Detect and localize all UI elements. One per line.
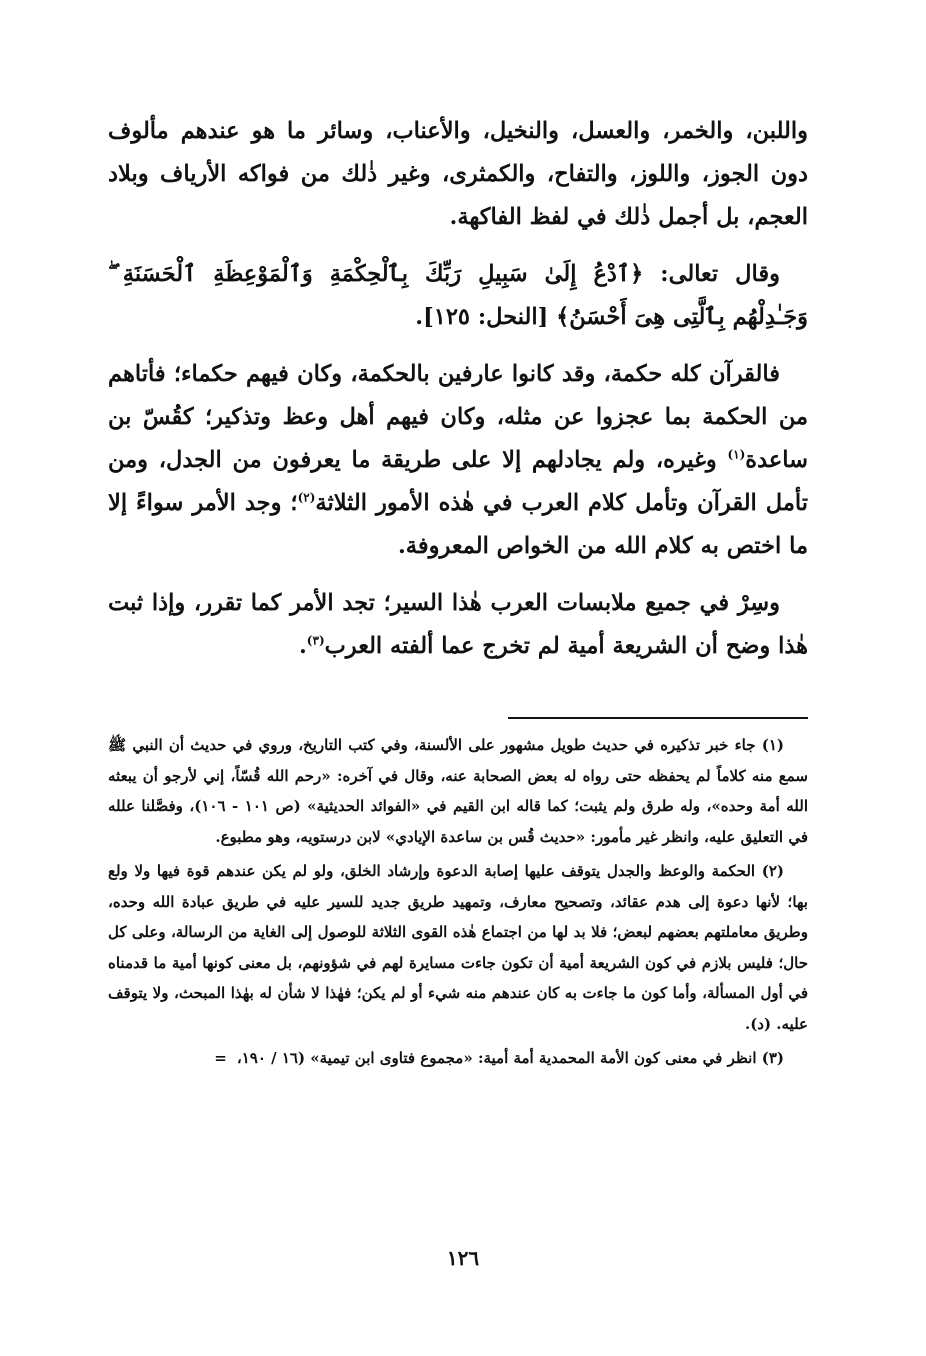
quran-verse: ﴿ٱدْعُ إِلَىٰ سَبِيلِ رَبِّكَ بِٱلْحِكْمَةِ وَٱلْمَوْعِظَةِ ٱلْحَسَنَةِ ۖ وَجَـٰدِلْهُم بِٱلَّتِى هِىَ أَحْسَنُ﴾	[108, 261, 808, 330]
footnotes	[108, 730, 808, 1078]
page-number: ١٢٦	[446, 1246, 480, 1270]
paragraph-fruits-text: واللبن، والخمر، والعسل، والنخيل، والأعناب، وسائر ما هو عندهم مألوف دون الجوز، واللوز، والتفاح، والكمثرى، وغير ذٰلك من فواكه الأرياف وبلاد العجم، بل أجمل ذٰلك في لفظ الفاكهة.	[108, 118, 808, 230]
main-text	[108, 110, 808, 682]
verse-reference: [النحل: ١٢٥].	[415, 304, 557, 330]
paragraph-conclusion	[108, 582, 808, 668]
footnote-3-text: (٣) انظر في معنى كون الأمة المحمدية أمة أمية: «مجموع فتاوى ابن تيمية» (١٦ / ١٩٠،	[236, 1049, 784, 1067]
paragraph-wisdom-text-1: فالقرآن كله حكمة، وقد كانوا عارفين بالحكمة، وكان فيهم حكماء؛ فأتاهم من الحكمة بما عجزوا عن مثله، وكان فيهم أهل وعظ وتذكير؛ كقُسّ بن ساعدة	[108, 361, 808, 473]
footnote-separator	[508, 717, 808, 719]
paragraph-conclusion-text-2: .	[298, 633, 307, 659]
footnote-ref-1: (١)	[727, 447, 746, 462]
paragraph-wisdom	[108, 353, 808, 568]
footnote-3	[108, 1043, 808, 1074]
paragraph-fruits	[108, 110, 808, 239]
footnote-ref-2: (٢)	[297, 490, 316, 505]
paragraph-quran-verse	[108, 253, 808, 339]
footnote-ref-3: (٣)	[306, 633, 325, 648]
paragraph-wisdom-text-2: وغيره، ولم يجادلهم إلا على طريقة ما يعرفون من الجدل، ومن تأمل القرآن وتأمل كلام العرب في هٰذه الأمور الثلاثة	[108, 447, 808, 516]
paragraph-conclusion-text-1: وسِرْ في جميع ملابسات العرب هٰذا السير؛ تجد الأمر كما تقرر، وإذا ثبت هٰذا وضح أن الشريعة أمية لم تخرج عما ألفته العرب	[108, 590, 808, 659]
continuation-mark: =	[214, 1049, 227, 1067]
footnote-2: (٢) الحكمة والوعظ والجدل يتوقف عليها إصابة الدعوة وإرشاد الخلق، ولو لم يكن عندهم قوة فيها ولا ولع بها؛ لأنها دعوة إلى هدم عقائد، وتصحيح معارف، وتمهيد طريق جديد للسير عليه في طريق عبادة الله وحده، وطريق معاملتهم بعضهم لبعض؛ فلا بد لها من اجتماع هٰذه القوى الثلاثة للوصول إلى الغاية من الرسالة، وعلى كل حال؛ فليس بلازم في كون الشريعة أمية أن تكون جاءت مسايرة لهم في شؤونهم، بل معنى كونها أمية ما قدمناه في أول المسألة، وأما كون ما جاءت به كان عندهم منه شيء أو لم يكن؛ فهٰذا لا شأن له بهٰذا المبحث، ولا يتوقف عليه. (د).	[108, 862, 808, 1033]
footnote-1: (١) جاء خبر تذكيره في حديث طويل مشهور على الألسنة، وفي كتب التاريخ، وروي في حديث أن النبي ﷺ سمع منه كلاماً لم يحفظه حتى رواه له بعض الصحابة عنه، وقال في آخره: «رحم الله قُسّاً، إني لأرجو أن يبعثه الله أمة وحده»، وله طرق ولم يثبت؛ كما قاله ابن القيم في «الفوائد الحديثية» (ص ١٠١ - ١٠٦)، وفصَّلنا علله في التعليق عليه، وانظر غير مأمور: «حديث قُس بن ساعدة الإيادي» لابن درستويه، وهو مطبوع.	[108, 736, 809, 846]
verse-intro: وقال تعالى:	[643, 261, 780, 287]
paragraph-wisdom-text-3: ؛ وجد الأمر سواءً إلا ما اختص به كلام الله من الخواص المعروفة.	[108, 490, 808, 559]
